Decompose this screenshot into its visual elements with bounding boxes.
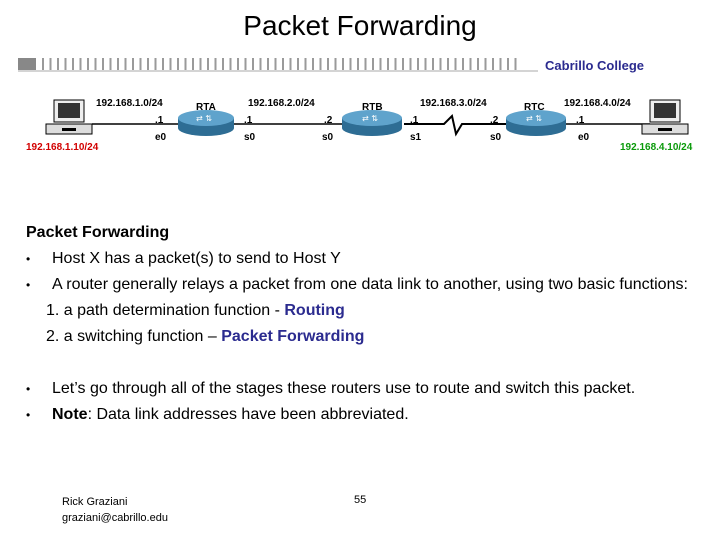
sub-item-text: 1. a path determination function -: [46, 302, 285, 319]
author-name: Rick Graziani: [62, 496, 128, 508]
address-suffix: .2: [490, 115, 499, 126]
bullet-item: [26, 376, 696, 402]
network-label: 192.168.1.0/24: [96, 98, 163, 109]
router-label: RTC: [524, 102, 545, 113]
interface-label: e0: [578, 132, 590, 143]
sub-item-highlight: Packet Forwarding: [221, 328, 365, 345]
host-left-computer-icon: [46, 100, 92, 134]
router-rta-icon: [178, 110, 234, 136]
slide-title: Packet Forwarding: [243, 10, 477, 41]
network-label: 192.168.3.0/24: [420, 98, 487, 109]
bullet-text: A router generally relays a packet from one data link to another, using two basic functions:: [52, 276, 688, 293]
footer-author: [62, 494, 168, 526]
router-rtc-icon: [506, 110, 566, 136]
body-heading: Packet Forwarding: [26, 224, 170, 241]
address-suffix: .1: [244, 115, 253, 126]
interface-label: s0: [244, 132, 256, 143]
address-suffix: .1: [155, 115, 164, 126]
address-suffix: .2: [324, 115, 333, 126]
svg-text:⇄ ⇅: ⇄ ⇅: [526, 114, 542, 123]
sub-item-highlight: Routing: [284, 302, 345, 319]
bullet-item: [26, 272, 696, 298]
bullet-marker: •: [26, 278, 31, 292]
address-suffix: .1: [410, 115, 419, 126]
slide-body: [26, 220, 696, 428]
bullet-text: : Data link addresses have been abbreviated.: [87, 406, 409, 423]
college-banner: [18, 54, 678, 74]
bullet-marker: •: [26, 382, 31, 396]
address-suffix: .1: [576, 115, 585, 126]
host-x-address: 192.168.1.10/24: [26, 142, 99, 153]
sub-item: [26, 324, 696, 350]
college-brand: Cabrillo College: [545, 58, 644, 73]
network-label: 192.168.4.0/24: [564, 98, 631, 109]
author-email: graziani@cabrillo.edu: [62, 512, 168, 524]
bullet-item: [26, 402, 696, 428]
sub-item-text: 2. a switching function –: [46, 328, 222, 345]
sub-item: [26, 298, 696, 324]
bullet-marker: •: [26, 252, 31, 266]
bullet-text: Host X has a packet(s) to send to Host Y: [52, 250, 341, 267]
router-rtb-icon: [342, 110, 402, 136]
host-y-address: 192.168.4.10/24: [620, 142, 693, 153]
bullet-marker: •: [26, 408, 31, 422]
banner-stripes: [18, 58, 538, 72]
interface-label: s0: [490, 132, 502, 143]
page-number: 55: [354, 494, 367, 506]
bullet-text: Let’s go through all of the stages these routers use to route and switch this packet.: [52, 380, 636, 397]
router-label: RTB: [362, 102, 383, 113]
svg-text:⇄ ⇅: ⇄ ⇅: [362, 114, 378, 123]
network-label: 192.168.2.0/24: [248, 98, 315, 109]
interface-label: s0: [322, 132, 334, 143]
router-label: RTA: [196, 102, 216, 113]
host-right-computer-icon: [642, 100, 688, 134]
network-diagram: [0, 88, 720, 168]
interface-label: s1: [410, 132, 422, 143]
note-label: Note: [52, 406, 88, 423]
svg-text:⇄ ⇅: ⇄ ⇅: [196, 114, 212, 123]
interface-label: e0: [155, 132, 167, 143]
bullet-item: [26, 246, 696, 272]
